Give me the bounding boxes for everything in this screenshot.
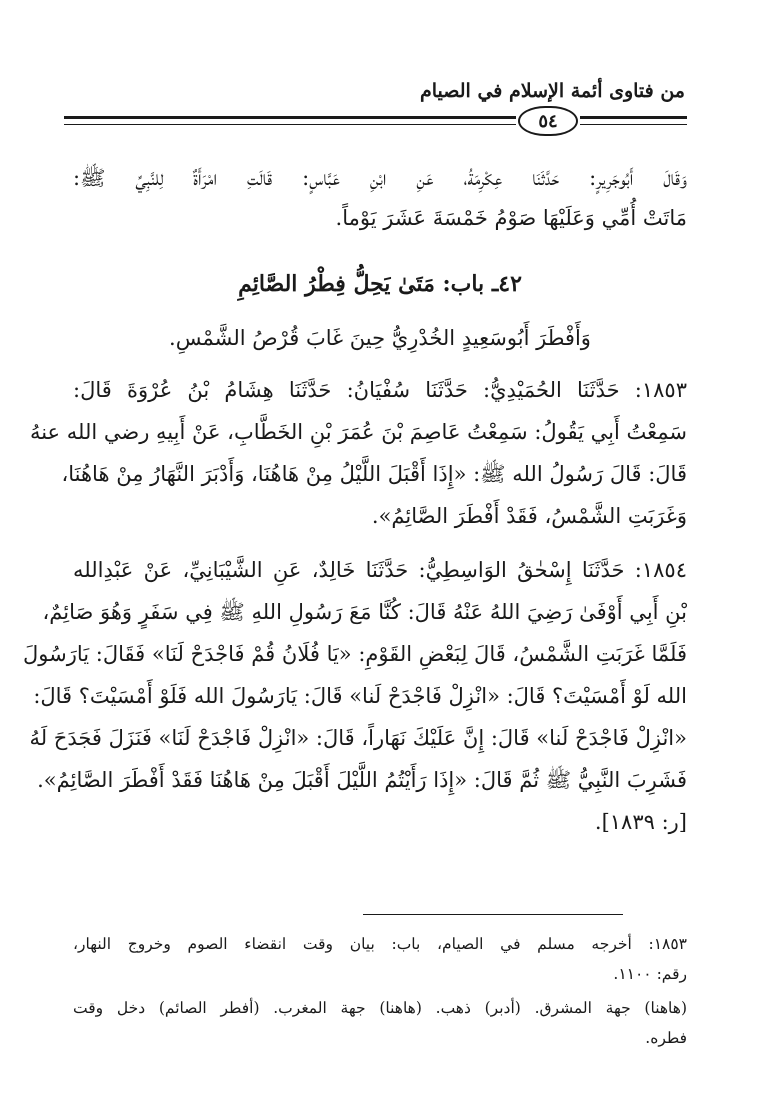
cross-reference: [ر: ١٨٣٩].	[594, 810, 687, 834]
text-line: وَقَالَ أَبُوجَرِيرٍ: حَدَّثَنَا عِكْرِمَةُ، عَنِ ابْنِ عَبَّاسٍ: قَالَتِ امْرَأَةٌ لِلنَّبِيِّ ﷺ:	[73, 166, 687, 190]
header-rule-right-thin	[580, 124, 687, 125]
header-rule-right-thick	[580, 116, 687, 119]
hadith-1854-line: «انْزِلْ فَاجْدَحْ لَنا» قَالَ: إِنَّ عَلَيْكَ نَهَاراً، قَالَ: «انْزِلْ فَاجْدَحْ لَنَا» فَنَزَلَ فَجَدَحَ لَهُ	[29, 726, 687, 750]
text-line: وَأَفْطَرَ أَبُوسَعِيدٍ الخُدْرِيُّ حِينَ غَابَ قُرْصُ الشَّمْسِ.	[169, 326, 591, 350]
hadith-1854-line: فَلَمَّا غَرَبَتِ الشَّمْسُ، قَالَ لِبَعْضِ القَوْمِ: «يَا فُلَانُ قُمْ فَاجْدَحْ لَنَا» فَقَالَ: يَارَسُولَ	[23, 642, 687, 666]
hadith-1853-line: ١٨٥٣: حَدَّثَنَا الحُمَيْدِيُّ: حَدَّثَنَا سُفْيَانُ: حَدَّثَنَا هِشَامُ بْنُ عُرْوَةَ قَالَ:	[73, 378, 687, 402]
running-title: من فتاوى أئمة الإسلام في الصيام	[420, 80, 685, 102]
hadith-1853-line: قَالَ: قَالَ رَسُولُ الله ﷺ: «إِذَا أَقْبَلَ اللَّيْلُ مِنْ هَاهُنَا، وَأَدْبَرَ النَّهَارُ مِنْ هَاهُنَا،	[61, 462, 687, 486]
hadith-1853-line: سَمِعْتُ أَبِي يَقُولُ: سَمِعْتُ عَاصِمَ بْنَ عُمَرَ بْنِ الخَطَّابِ، عَنْ أَبِيهِ رضي الله عنهُ	[29, 420, 687, 444]
header-rule-left-thick	[64, 116, 516, 119]
text-line: مَاتَتْ أُمِّي وَعَلَيْهَا صَوْمُ خَمْسَةَ عَشَرَ يَوْماً.	[335, 206, 687, 230]
footnote-separator	[363, 914, 623, 915]
footnote-line: ١٨٥٣: أخرجه مسلم في الصيام، باب: بيان وقت انقضاء الصوم وخروج النهار،	[73, 935, 687, 953]
hadith-1854-line: ١٨٥٤: حَدَّثَنَا إِسْحٰقُ الوَاسِطِيُّ: حَدَّثَنَا خَالِدٌ، عَنِ الشَّيْبَانِيِّ، عَنْ عَبْدِالله	[73, 558, 687, 582]
hadith-1854-line: بْنِ أَبِي أَوْفَىٰ رَضِيَ اللهُ عَنْهُ قَالَ: كُنَّا مَعَ رَسُولِ اللهِ ﷺ فِي سَفَرٍ وَهُوَ صَائِمٌ،	[42, 600, 687, 624]
footnote-line: رقم: ١١٠٠.	[613, 965, 687, 983]
footnote-line: فطره.	[645, 1029, 687, 1047]
chapter-heading: ٤٢ـ باب: مَتَىٰ يَحِلُّ فِطْرُ الصَّائِمِ	[238, 271, 522, 297]
header-rule-left-thin	[64, 124, 516, 125]
page-number: ٥٤	[518, 106, 578, 136]
hadith-1854-line: فَشَرِبَ النَّبِيُّ ﷺ ثُمَّ قَالَ: «إِذَا رَأَيْتُمُ اللَّيْلَ أَقْبَلَ مِنْ هَاهُنَا فَقَدْ أَفْطَرَ الصَّائِمُ».	[37, 768, 687, 792]
footnote-line: (هاهنا) جهة المشرق. (أدبر) ذهب. (هاهنا) جهة المغرب. (أفطر الصائم) دخل وقت	[73, 999, 687, 1017]
hadith-1853-line: وَغَرَبَتِ الشَّمْسُ، فَقَدْ أَفْطَرَ الصَّائِمُ».	[371, 504, 687, 528]
hadith-1854-line: الله لَوْ أَمْسَيْتَ؟ قَالَ: «انْزِلْ فَاجْدَحْ لَنا» قَالَ: يَارَسُولَ الله فَلَوْ أَمْسَيْتَ؟ قَالَ:	[33, 684, 687, 708]
